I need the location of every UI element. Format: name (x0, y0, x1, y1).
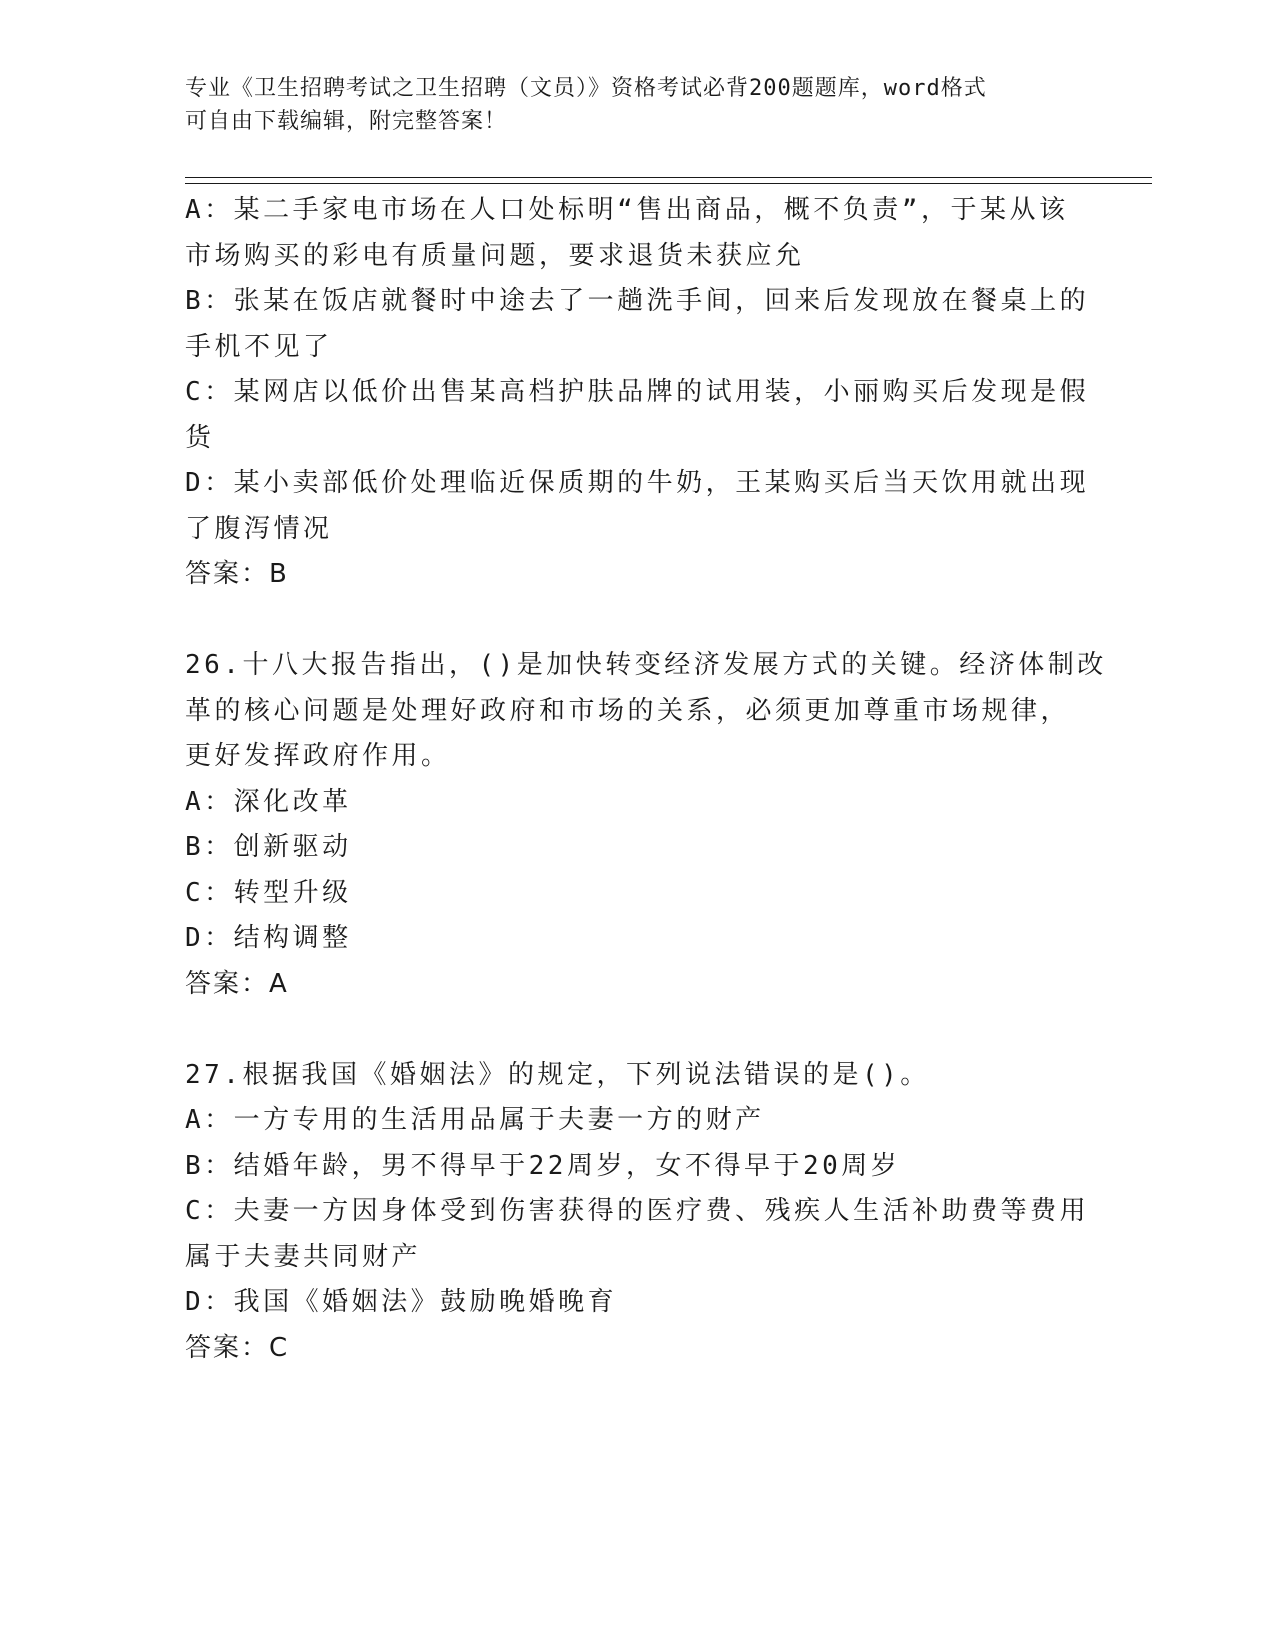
header-divider-bottom (185, 183, 1152, 184)
q26-stem-line-3: 更好发挥政府作用。 (185, 741, 451, 771)
q25-option-b-line-2: 手机不见了 (185, 331, 333, 362)
q26-stem-line-2: 革的核心问题是处理好政府和市场的关系，必须更加尊重市场规律， (185, 695, 1071, 726)
q27-stem-line-1: 27.根据我国《婚姻法》的规定，下列说法错误的是()。 (185, 1059, 930, 1090)
q26-answer: 答案：A (185, 968, 289, 999)
q25-option-a-line-2: 市场购买的彩电有质量问题，要求退货未获应允 (185, 240, 805, 271)
q25-option-d-line-1: D：某小卖部低价处理临近保质期的牛奶，王某购买后当天饮用就出现 (185, 468, 1090, 498)
q27-answer: 答案：C (185, 1332, 290, 1363)
q26-option-c: C：转型升级 (185, 877, 352, 908)
header-divider-top (185, 177, 1152, 178)
q27-option-b: B：结婚年龄，男不得早于22周岁，女不得早于20周岁 (185, 1150, 901, 1181)
header-line-1: 专业《卫生招聘考试之卫生招聘（文员）》资格考试必背200题题库，word格式 (185, 76, 987, 101)
q26-option-d: D：结构调整 (185, 923, 352, 953)
q25-option-d-line-2: 了腹泻情况 (185, 513, 333, 544)
q26-option-b: B：创新驱动 (185, 832, 352, 862)
spacer (185, 1007, 1095, 1053)
q25-option-c-line-2: 货 (185, 422, 215, 453)
q27-option-d: D：我国《婚姻法》鼓励晚婚晚育 (185, 1287, 618, 1317)
question-26-block (185, 643, 1107, 1007)
q25-option-a-line-1: A：某二手家电市场在人口处标明“售出商品，概不负责”，于某从该 (185, 195, 1069, 225)
q26-stem-line-1: 26.十八大报告指出，()是加快转变经济发展方式的关键。经济体制改 (185, 650, 1107, 680)
q25-answer: 答案：B (185, 559, 289, 589)
q27-option-c-line-2: 属于夫妻共同财产 (185, 1241, 422, 1272)
question-27-block (185, 1053, 1095, 1372)
q26-option-a: A：深化改革 (185, 786, 352, 817)
q27-option-a: A：一方专用的生活用品属于夫妻一方的财产 (185, 1105, 765, 1135)
question-25-block (185, 188, 1095, 598)
question-list (185, 188, 1107, 1371)
q25-option-c-line-1: C：某网店以低价出售某高档护肤品牌的试用装，小丽购买后发现是假 (185, 377, 1090, 407)
document-header (185, 72, 1085, 138)
header-line-2: 可自由下载编辑，附完整答案！ (185, 109, 508, 134)
spacer (185, 598, 1095, 644)
q25-option-b-line-1: B：张某在饭店就餐时中途去了一趟洗手间，回来后发现放在餐桌上的 (185, 286, 1090, 316)
q27-option-c-line-1: C：夫妻一方因身体受到伤害获得的医疗费、残疾人生活补助费等费用 (185, 1196, 1090, 1226)
